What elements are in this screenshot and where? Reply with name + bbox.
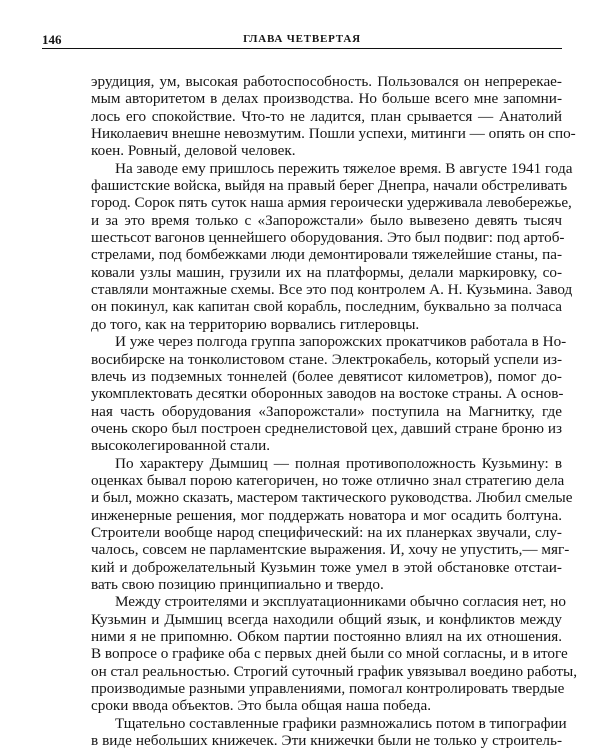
page-body-text	[91, 73, 577, 749]
text-line: влечь из подземных тоннелей (более девятисот километров), помог до-	[91, 367, 562, 385]
text-line: чалось, совсем не парламентские выражения. И, хочу не упустить,— мяг-	[91, 541, 570, 559]
text-line: сроки ввода объектов. Это была общая наша победа.	[91, 697, 431, 715]
text-line: до того, как на территорию ворвались гитлеровцы.	[91, 315, 420, 333]
text-line: Николаевич внешне невозмутим. Пошли успехи, митинги — опять он спо-	[91, 125, 576, 143]
text-line: восибирске на тонколистовом стане. Электрокабель, который успели из-	[91, 350, 562, 368]
chapter-title: ГЛАВА ЧЕТВЕРТАЯ	[243, 33, 361, 45]
running-header	[42, 30, 562, 49]
paragraph	[91, 454, 573, 594]
text-line: Кузьмин и Дымшиц всегда находили общий язык, и конфликтов между	[91, 610, 562, 628]
text-line: фашистские войска, выйдя на правый берег Днепра, начали обстреливать	[91, 177, 568, 195]
text-line: и был, можно сказать, мастером тактического руководства. Любил смелые	[91, 489, 573, 507]
text-line: ковали узлы машин, грузили их на платформы, делали маркировку, со-	[91, 263, 562, 281]
text-line: ная часть оборудования «Запорожстали» поступила на Магнитку, где	[91, 402, 562, 420]
text-line: По характеру Дымшиц — полная противоположность Кузьмину: в	[115, 454, 562, 472]
paragraph	[91, 714, 567, 749]
paragraph	[91, 593, 577, 715]
text-line: Между строителями и эксплуатационниками обычно согласия нет, но	[115, 593, 566, 611]
paragraph	[91, 159, 573, 333]
paragraph	[91, 333, 567, 455]
text-line: лось его спокойствие. Что-то не ладится, план срывается — Анатолий	[91, 107, 562, 125]
text-line: ними я не припомню. Обком партии постоянно влиял на их отношения.	[91, 628, 562, 645]
text-line: город. Сорок пять суток наша армия героически удерживала левобережье,	[91, 194, 572, 212]
text-line: стрелами, под бомбежками люди демонтировали тяжелейшие станы, па-	[91, 246, 562, 264]
text-line: И уже через полгода группа запорожских прокатчиков работала в Но-	[115, 333, 567, 351]
text-line: кий и доброжелательный Кузьмин тоже умел в этой обстановке отстаи-	[91, 558, 562, 576]
paragraph	[91, 73, 576, 160]
text-line: и за это время только с «Запорожстали» было вывезено девять тысяч	[91, 211, 562, 229]
text-line: инженерные решения, мог поддержать новатора и мог осадить болтуна.	[91, 506, 562, 524]
text-line: укомплектовать десятки оборонных заводов на востоке страны. А основ-	[91, 385, 564, 403]
text-line: эрудиция, ум, высокая работоспособность. Пользовался он непререкае-	[91, 73, 562, 90]
text-line: он стал реальностью. Строгий суточный график увязывал воедино работы,	[91, 662, 577, 680]
text-line: В вопросе о графике оба с первых дней были со мной согласны, и в итоге	[91, 645, 568, 663]
text-line: очень скоро был построен среднелистовой цех, давший стране броню из	[91, 419, 562, 437]
text-line: он покинул, как капитан свой корабль, последним, буквально за полчаса	[91, 298, 562, 316]
text-line: На заводе ему пришлось пережить тяжелое время. В августе 1941 года	[115, 159, 573, 177]
text-line: оценках бывал порою категоричен, но тоже отлично знал стратегию дела	[91, 471, 565, 489]
text-line: Тщательно составленные графики размножались потом в типографии	[115, 714, 567, 732]
text-line: в виде небольших книжечек. Эти книжечки были не только у строитель-	[91, 732, 562, 749]
page-number: 146	[42, 32, 62, 47]
text-line: высоколегированной стали.	[91, 437, 271, 455]
text-line: коен. Ровный, деловой человек.	[91, 142, 296, 160]
text-line: производимые разными управлениями, помогал контролировать твердые	[91, 680, 565, 698]
text-line: ставляли монтажные схемы. Все это под контролем А. Н. Кузьмина. Завод	[91, 281, 573, 299]
text-line: Строители вообще народ специфический: на их планерках звучали, слу-	[91, 523, 562, 541]
text-line: мым авторитетом в делах производства. Но больше всего мне запомни-	[91, 90, 562, 108]
text-line: вать свою позицию принципиально и твердо.	[91, 575, 384, 593]
text-line: шестьсот вагонов ценнейшего оборудования. Это был подвиг: под артоб-	[91, 229, 565, 247]
